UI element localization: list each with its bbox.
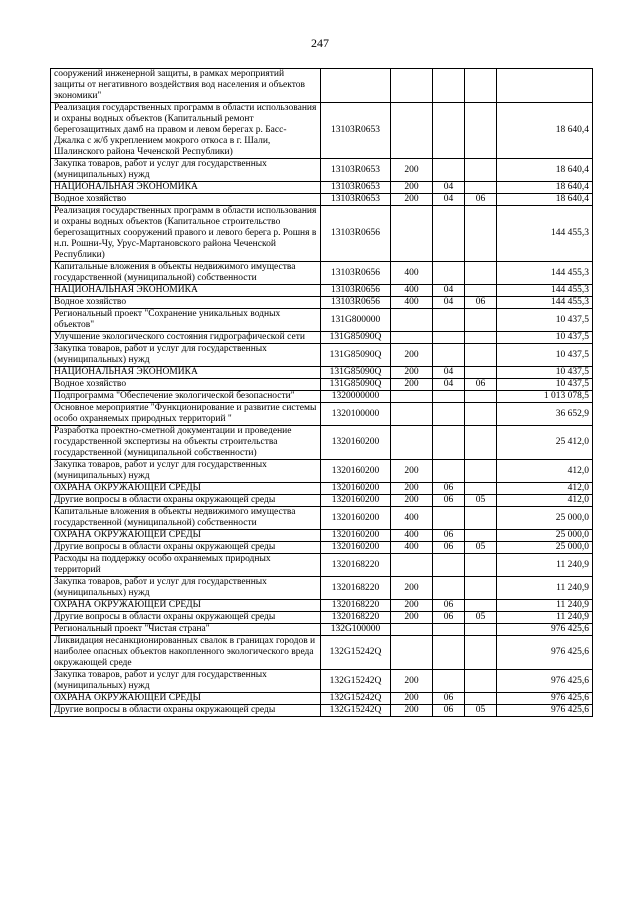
cell-section: 04: [433, 194, 465, 206]
cell-amount: 412,0: [497, 460, 593, 483]
cell-amount: 25 412,0: [497, 426, 593, 460]
cell-section: 06: [433, 600, 465, 612]
cell-section: [433, 403, 465, 426]
cell-name: Капитальные вложения в объекты недвижимого имущества государственной (муниципальной) собственности: [51, 507, 321, 530]
cell-section: 06: [433, 483, 465, 495]
cell-expense-type: 200: [391, 367, 433, 379]
cell-target-code: 132G15242Q: [321, 636, 391, 670]
cell-section: [433, 670, 465, 693]
cell-section: 04: [433, 297, 465, 309]
cell-amount: 10 437,5: [497, 379, 593, 391]
cell-name: Основное мероприятие "Функционирование и развитие системы особо охраняемых природных территорий ": [51, 403, 321, 426]
cell-target-code: 13103R0653: [321, 159, 391, 182]
table-row: [51, 182, 593, 194]
cell-expense-type: 200: [391, 460, 433, 483]
cell-section: 04: [433, 285, 465, 297]
table-row: [51, 612, 593, 624]
cell-subsection: 05: [465, 705, 497, 717]
cell-target-code: 132G15242Q: [321, 705, 391, 717]
cell-subsection: [465, 554, 497, 577]
cell-expense-type: [391, 426, 433, 460]
cell-amount: 976 425,6: [497, 693, 593, 705]
cell-name: Ликвидация несанкционированных свалок в границах городов и наиболее опасных объектов накопленного экологического вреда окружающей среде: [51, 636, 321, 670]
cell-name: Закупка товаров, работ и услуг для государственных (муниципальных) нужд: [51, 577, 321, 600]
budget-table-body: [51, 69, 593, 717]
cell-expense-type: 400: [391, 285, 433, 297]
cell-amount: 11 240,9: [497, 554, 593, 577]
table-row: [51, 344, 593, 367]
cell-expense-type: [391, 391, 433, 403]
cell-name: Региональный проект "Чистая страна": [51, 624, 321, 636]
cell-subsection: [465, 426, 497, 460]
cell-expense-type: 400: [391, 542, 433, 554]
cell-amount: 10 437,5: [497, 367, 593, 379]
cell-amount: 412,0: [497, 495, 593, 507]
cell-name: Подпрограмма "Обеспечение экологической безопасности": [51, 391, 321, 403]
cell-subsection: [465, 460, 497, 483]
cell-expense-type: 400: [391, 297, 433, 309]
cell-subsection: [465, 577, 497, 600]
cell-subsection: [465, 206, 497, 262]
table-row: [51, 670, 593, 693]
table-row: [51, 69, 593, 103]
cell-target-code: 1320168220: [321, 554, 391, 577]
cell-subsection: [465, 600, 497, 612]
cell-expense-type: [391, 103, 433, 159]
cell-section: [433, 636, 465, 670]
cell-amount: 976 425,6: [497, 636, 593, 670]
table-row: [51, 206, 593, 262]
cell-target-code: 131G85090Q: [321, 367, 391, 379]
cell-target-code: 13103R0656: [321, 262, 391, 285]
cell-expense-type: 200: [391, 600, 433, 612]
cell-amount: 976 425,6: [497, 670, 593, 693]
cell-expense-type: 200: [391, 182, 433, 194]
cell-subsection: [465, 69, 497, 103]
table-row: [51, 693, 593, 705]
cell-subsection: 05: [465, 495, 497, 507]
table-row: [51, 297, 593, 309]
cell-expense-type: [391, 624, 433, 636]
table-row: [51, 332, 593, 344]
cell-target-code: 131G800000: [321, 309, 391, 332]
cell-name: ОХРАНА ОКРУЖАЮЩЕЙ СРЕДЫ: [51, 693, 321, 705]
cell-expense-type: [391, 403, 433, 426]
table-row: [51, 495, 593, 507]
cell-amount: 144 455,3: [497, 206, 593, 262]
table-row: [51, 426, 593, 460]
table-row: [51, 460, 593, 483]
cell-amount: 976 425,6: [497, 624, 593, 636]
cell-section: [433, 344, 465, 367]
cell-section: [433, 262, 465, 285]
cell-expense-type: 400: [391, 262, 433, 285]
cell-subsection: [465, 483, 497, 495]
cell-expense-type: 200: [391, 670, 433, 693]
table-row: [51, 705, 593, 717]
cell-expense-type: [391, 554, 433, 577]
cell-name: Закупка товаров, работ и услуг для государственных (муниципальных) нужд: [51, 670, 321, 693]
cell-name: Другие вопросы в области охраны окружающей среды: [51, 612, 321, 624]
cell-target-code: 1320168220: [321, 577, 391, 600]
cell-target-code: 1320160200: [321, 495, 391, 507]
cell-amount: 18 640,4: [497, 182, 593, 194]
cell-subsection: [465, 262, 497, 285]
cell-subsection: 06: [465, 297, 497, 309]
cell-expense-type: [391, 309, 433, 332]
cell-section: [433, 460, 465, 483]
cell-section: [433, 554, 465, 577]
cell-amount: 18 640,4: [497, 103, 593, 159]
cell-section: [433, 103, 465, 159]
cell-subsection: [465, 636, 497, 670]
cell-expense-type: [391, 332, 433, 344]
cell-target-code: 1320160200: [321, 460, 391, 483]
cell-target-code: 1320160200: [321, 530, 391, 542]
cell-section: 06: [433, 530, 465, 542]
table-row: [51, 309, 593, 332]
cell-name: ОХРАНА ОКРУЖАЮЩЕЙ СРЕДЫ: [51, 483, 321, 495]
table-row: [51, 530, 593, 542]
cell-section: [433, 206, 465, 262]
cell-subsection: [465, 403, 497, 426]
table-row: [51, 285, 593, 297]
cell-section: 04: [433, 379, 465, 391]
cell-subsection: [465, 624, 497, 636]
cell-expense-type: 200: [391, 693, 433, 705]
cell-target-code: 131G85090Q: [321, 344, 391, 367]
cell-target-code: 132G15242Q: [321, 693, 391, 705]
cell-name: Водное хозяйство: [51, 379, 321, 391]
table-row: [51, 379, 593, 391]
cell-amount: 10 437,5: [497, 332, 593, 344]
cell-section: 06: [433, 693, 465, 705]
cell-expense-type: 400: [391, 530, 433, 542]
table-row: [51, 262, 593, 285]
cell-name: Другие вопросы в области охраны окружающей среды: [51, 495, 321, 507]
cell-amount: 25 000,0: [497, 530, 593, 542]
cell-target-code: 1320168220: [321, 612, 391, 624]
cell-name: Реализация государственных программ в области использования и охраны водных объектов (Капитальный ремонт берегозащитных дамб на правом и левом берегах р. Басс-Джалка с ж/б укреплением мокрого откоса в г. Шали, Шалинского района Чеченской Республики): [51, 103, 321, 159]
page-number: 247: [311, 36, 329, 50]
cell-section: [433, 577, 465, 600]
cell-section: 06: [433, 612, 465, 624]
cell-subsection: [465, 507, 497, 530]
cell-target-code: 13103R0656: [321, 206, 391, 262]
cell-amount: 10 437,5: [497, 344, 593, 367]
cell-subsection: [465, 693, 497, 705]
cell-amount: 144 455,3: [497, 262, 593, 285]
table-row: [51, 542, 593, 554]
cell-name: Закупка товаров, работ и услуг для государственных (муниципальных) нужд: [51, 460, 321, 483]
cell-subsection: [465, 332, 497, 344]
cell-amount: 10 437,5: [497, 309, 593, 332]
cell-subsection: [465, 344, 497, 367]
cell-amount: 1 013 078,5: [497, 391, 593, 403]
cell-name: сооружений инженерной защиты, в рамках мероприятий защиты от негативного воздействия вод населения и объектов экономики": [51, 69, 321, 103]
cell-expense-type: 200: [391, 495, 433, 507]
table-row: [51, 600, 593, 612]
table-row: [51, 624, 593, 636]
cell-name: Разработка проектно-сметной документации и проведение государственной экспертизы на объекты строительства государственной (муниципальной собственности): [51, 426, 321, 460]
table-row: [51, 483, 593, 495]
cell-target-code: 132G100000: [321, 624, 391, 636]
cell-expense-type: 200: [391, 612, 433, 624]
cell-amount: 11 240,9: [497, 612, 593, 624]
cell-target-code: 1320100000: [321, 403, 391, 426]
cell-target-code: 13103R0653: [321, 182, 391, 194]
cell-amount: 11 240,9: [497, 577, 593, 600]
cell-expense-type: 200: [391, 705, 433, 717]
cell-target-code: 131G85090Q: [321, 379, 391, 391]
table-row: [51, 636, 593, 670]
cell-amount: 11 240,9: [497, 600, 593, 612]
cell-section: [433, 426, 465, 460]
cell-target-code: 13103R0656: [321, 285, 391, 297]
cell-subsection: [465, 285, 497, 297]
table-row: [51, 194, 593, 206]
cell-target-code: [321, 69, 391, 103]
cell-target-code: 131G85090Q: [321, 332, 391, 344]
cell-expense-type: 200: [391, 194, 433, 206]
table-row: [51, 403, 593, 426]
cell-target-code: 13103R0653: [321, 103, 391, 159]
table-row: [51, 159, 593, 182]
cell-target-code: 1320160200: [321, 426, 391, 460]
cell-expense-type: 200: [391, 577, 433, 600]
cell-target-code: 13103R0653: [321, 194, 391, 206]
table-row: [51, 391, 593, 403]
cell-section: [433, 507, 465, 530]
cell-amount: 18 640,4: [497, 194, 593, 206]
cell-section: [433, 332, 465, 344]
cell-section: 06: [433, 495, 465, 507]
cell-name: Водное хозяйство: [51, 297, 321, 309]
cell-section: [433, 391, 465, 403]
cell-section: 04: [433, 182, 465, 194]
cell-subsection: 05: [465, 542, 497, 554]
table-row: [51, 554, 593, 577]
cell-name: Закупка товаров, работ и услуг для государственных (муниципальных) нужд: [51, 344, 321, 367]
cell-subsection: [465, 530, 497, 542]
cell-subsection: [465, 159, 497, 182]
cell-section: [433, 159, 465, 182]
table-row: [51, 367, 593, 379]
cell-expense-type: 200: [391, 344, 433, 367]
cell-subsection: [465, 670, 497, 693]
cell-amount: 144 455,3: [497, 285, 593, 297]
cell-expense-type: [391, 206, 433, 262]
cell-section: 06: [433, 542, 465, 554]
cell-section: [433, 624, 465, 636]
cell-subsection: [465, 309, 497, 332]
cell-name: НАЦИОНАЛЬНАЯ ЭКОНОМИКА: [51, 182, 321, 194]
cell-subsection: 05: [465, 612, 497, 624]
cell-expense-type: [391, 69, 433, 103]
cell-name: ОХРАНА ОКРУЖАЮЩЕЙ СРЕДЫ: [51, 600, 321, 612]
cell-section: 06: [433, 705, 465, 717]
cell-section: [433, 69, 465, 103]
cell-name: Реализация государственных программ в области использования и охраны водных объектов (Капитальное строительство берегозащитных сооружений правого и левого берега р. Рошня в н.п. Рошни-Чу, Урус-Мартановского района Чеченской Республики): [51, 206, 321, 262]
cell-amount: 25 000,0: [497, 542, 593, 554]
cell-name: НАЦИОНАЛЬНАЯ ЭКОНОМИКА: [51, 285, 321, 297]
cell-target-code: 1320168220: [321, 600, 391, 612]
cell-amount: 976 425,6: [497, 705, 593, 717]
cell-name: Другие вопросы в области охраны окружающей среды: [51, 542, 321, 554]
budget-table: [50, 68, 593, 717]
cell-name: ОХРАНА ОКРУЖАЮЩЕЙ СРЕДЫ: [51, 530, 321, 542]
cell-expense-type: [391, 636, 433, 670]
cell-target-code: 132G15242Q: [321, 670, 391, 693]
cell-name: Улучшение экологического состояния гидрографической сети: [51, 332, 321, 344]
cell-name: Закупка товаров, работ и услуг для государственных (муниципальных) нужд: [51, 159, 321, 182]
cell-amount: 412,0: [497, 483, 593, 495]
cell-expense-type: 200: [391, 379, 433, 391]
cell-name: Капитальные вложения в объекты недвижимого имущества государственной (муниципальной) собственности: [51, 262, 321, 285]
cell-target-code: 13103R0656: [321, 297, 391, 309]
cell-target-code: 1320000000: [321, 391, 391, 403]
cell-subsection: [465, 103, 497, 159]
cell-subsection: [465, 182, 497, 194]
cell-target-code: 1320160200: [321, 507, 391, 530]
cell-amount: [497, 69, 593, 103]
cell-section: 04: [433, 367, 465, 379]
cell-name: Расходы на поддержку особо охраняемых природных территорий: [51, 554, 321, 577]
cell-expense-type: 400: [391, 507, 433, 530]
cell-name: НАЦИОНАЛЬНАЯ ЭКОНОМИКА: [51, 367, 321, 379]
cell-amount: 36 652,9: [497, 403, 593, 426]
cell-name: Водное хозяйство: [51, 194, 321, 206]
cell-expense-type: 200: [391, 159, 433, 182]
cell-amount: 18 640,4: [497, 159, 593, 182]
cell-section: [433, 309, 465, 332]
cell-subsection: 06: [465, 194, 497, 206]
table-row: [51, 577, 593, 600]
cell-name: Региональный проект "Сохранение уникальных водных объектов": [51, 309, 321, 332]
cell-target-code: 1320160200: [321, 483, 391, 495]
cell-expense-type: 200: [391, 483, 433, 495]
cell-name: Другие вопросы в области охраны окружающей среды: [51, 705, 321, 717]
table-row: [51, 507, 593, 530]
cell-subsection: [465, 391, 497, 403]
cell-target-code: 1320160200: [321, 542, 391, 554]
cell-amount: 25 000,0: [497, 507, 593, 530]
cell-subsection: [465, 367, 497, 379]
table-row: [51, 103, 593, 159]
cell-amount: 144 455,3: [497, 297, 593, 309]
cell-subsection: 06: [465, 379, 497, 391]
